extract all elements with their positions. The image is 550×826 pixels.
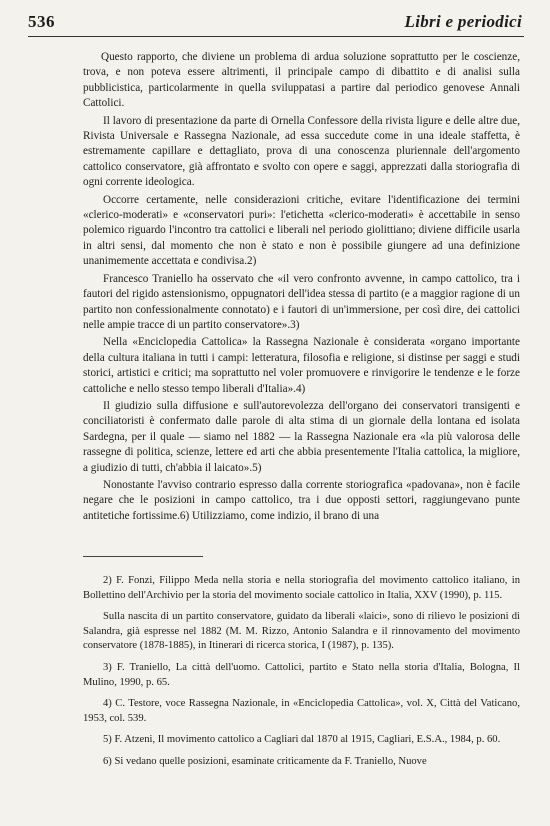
body-paragraph: Il giudizio sulla diffusione e sull'autorevolezza dell'organo dei conservatori transigenti e conciliatoristi è confermato dalle parole di alta stima di un giornale della lontana ed isolata Sardegna, per il quale — siamo nel 1882 — la Rassegna Nazionale era «la più valorosa delle rassegne di politica, scienze, lettere ed arti che abbia presentemente l'Italia cattolica, la migliore, a giudizio di tutti, ch'abbia il laicato».5)	[83, 399, 520, 474]
footnote: Sulla nascita di un partito conservatore, guidato da liberali «laici», sono di rilievo le posizioni di Salandra, già espresse nel 1882 (M. M. Rizzo, Antonio Salandra e il rinnovamento del movimento conservatore (1878-1885), in Itinerari di ricerca storica, I (1987), p. 135).	[83, 611, 520, 652]
body-paragraph: Questo rapporto, che diviene un problema di ardua soluzione soprattutto per le coscienze, trova, e non poteva essere altrimenti, il principale campo di dibattito e di analisi sulla pubblicistica, particolarmente in quella sviluppatasi a partire dal periodico genovese Annali Cattolici.	[83, 51, 520, 110]
page-header	[28, 12, 524, 37]
body-paragraph: Nella «Enciclopedia Cattolica» la Rassegna Nazionale è considerata «organo importante della cultura italiana in tutti i campi: letteratura, filosofia e religione, si distinse per saggi e studi storici, artistici e critici; ma soprattutto nel voler promuovere e rinvigorire le tendenze e le forze cattoliche e nello stesso tempo liberali d'Italia».4)	[83, 336, 520, 395]
footnote: 6) Si vedano quelle posizioni, esaminate criticamente da F. Traniello, Nuove	[103, 755, 427, 767]
footnote: 5) F. Atzeni, Il movimento cattolico a Cagliari dal 1870 al 1915, Cagliari, E.S.A., 1984, p. 60.	[103, 734, 501, 746]
body-paragraph: Il lavoro di presentazione da parte di Ornella Confessore della rivista ligure e delle altre due, Rivista Universale e Rassegna Nazionale, ad essa succedute come in una ideale staffetta, è estremamente capillare e dettagliato, prova di una conoscenza pluriennale dell'argomento cattolico conservatore, già affrontato e svolto con opere e saggi, apprezzati dalla storiografia di ogni corrente ideologica.	[83, 114, 520, 189]
footnotes	[83, 574, 520, 777]
footnote: 3) F. Traniello, La città dell'uomo. Cattolici, partito e Stato nella storia d'Italia, Bologna, Il Mulino, 1990, p. 65.	[83, 661, 520, 688]
running-title: Libri e periodici	[404, 12, 522, 31]
main-text	[83, 50, 520, 526]
page-number: 536	[28, 12, 55, 31]
footnote: 4) C. Testore, voce Rassegna Nazionale, in «Enciclopedia Cattolica», vol. X, Città del Vaticano, 1953, col. 539.	[83, 698, 520, 724]
footnote: 2) F. Fonzi, Filippo Meda nella storia e nella storiografia del movimento cattolico italiano, in Bollettino dell'Archivio per la storia del movimento sociale cattolico in Italia, XXV (1990), p. 115.	[83, 575, 520, 601]
body-paragraph: Nonostante l'avviso contrario espresso dalla corrente storiografica «padovana», non è facile negare che le posizioni in campo cattolico, tra i due opposti settori, raggiungevano punte antitetiche fortissime.6) Utilizziamo, come indizio, il brano di una	[83, 478, 520, 522]
footnote-divider	[83, 556, 203, 557]
body-paragraph: Occorre certamente, nelle considerazioni critiche, evitare l'identificazione dei termini «clerico-moderati» e «conservatori puri»: l'etichetta «clerico-moderati» è accettabile in senso polemico riguardo l'incontro tra cattolici e liberali nel periodo giolittiano; diviene difficile usarla in altri sensi, dal momento che non è stato e non è possibile giungere ad una definizione unanimemente accettata e condivisa.2)	[83, 193, 520, 268]
body-paragraph: Francesco Traniello ha osservato che «il vero confronto avvenne, in campo cattolico, tra i fautori del rigido astensionismo, oppugnatori dell'idea stessa di partito (e a maggior ragione di un partito non confessionalmente connotato) e i fautori di un'immersione, per così dire, dei cattolici nelle ampie tracce di un partito conservatore».3)	[83, 272, 520, 331]
